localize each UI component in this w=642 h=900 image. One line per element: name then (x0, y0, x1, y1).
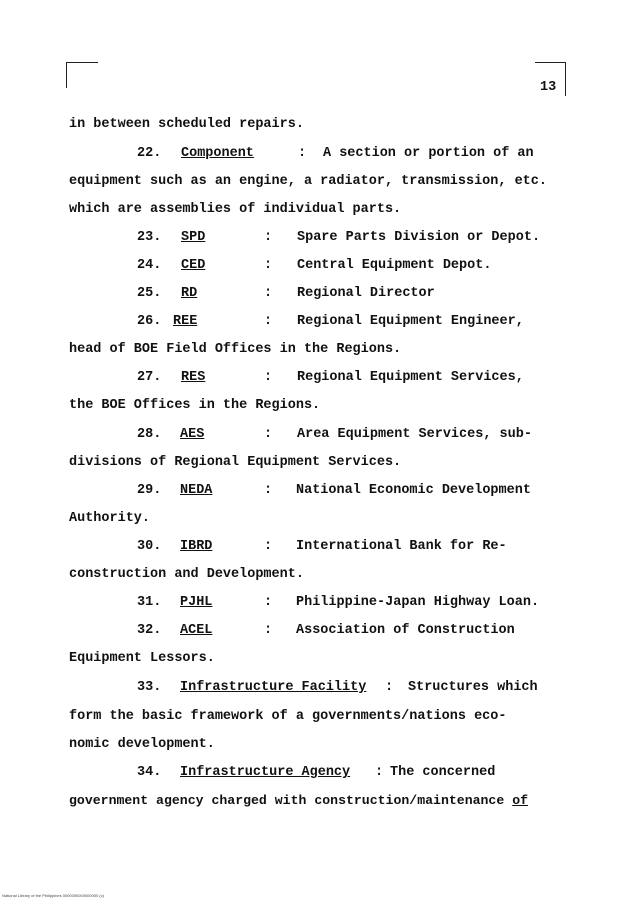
term: CED (181, 258, 206, 273)
definition: Spare Parts Division or Depot. (297, 230, 541, 245)
term: Infrastructure Agency (180, 765, 351, 780)
text-line: construction and Development. (69, 567, 304, 582)
text-line: nomic development. (69, 737, 215, 752)
text-line (69, 793, 528, 808)
item-number: 25. (137, 286, 162, 301)
term: Component (181, 146, 254, 161)
definition: International Bank for Re- (296, 539, 507, 554)
item-number: 34. (137, 765, 162, 780)
text-line: which are assemblies of individual parts. (69, 202, 402, 217)
text-line: Authority. (69, 511, 151, 526)
definition: Structures which (408, 680, 538, 695)
text-line: equipment such as an engine, a radiator, transmission, etc. (69, 174, 547, 189)
definition: Regional Director (297, 286, 435, 301)
term: SPD (181, 230, 206, 245)
colon: : (264, 230, 273, 245)
colon: : (375, 765, 384, 780)
term: PJHL (180, 595, 213, 610)
term: NEDA (180, 483, 213, 498)
term: IBRD (180, 539, 213, 554)
colon: : (264, 483, 273, 498)
text-line: head of BOE Field Offices in the Regions. (69, 342, 402, 357)
text-line: in between scheduled repairs. (69, 117, 304, 132)
definition: National Economic Development (296, 483, 531, 498)
item-number: 33. (137, 680, 162, 695)
colon: : (264, 595, 273, 610)
term: REE (173, 314, 198, 329)
item-number: 26. (137, 314, 162, 329)
corner-mark-top-left-vertical (66, 62, 67, 88)
colon: : (264, 370, 273, 385)
item-number: 24. (137, 258, 162, 273)
text-line: the BOE Offices in the Regions. (69, 398, 321, 413)
definition: A section or portion of an (323, 146, 534, 161)
text-line: form the basic framework of a governments/nations eco- (69, 709, 507, 724)
colon: : (264, 314, 273, 329)
definition: Regional Equipment Services, (297, 370, 524, 385)
definition: Area Equipment Services, sub- (297, 427, 532, 442)
colon: : (264, 258, 273, 273)
item-number: 22. (137, 146, 162, 161)
colon: : (298, 146, 307, 161)
colon: : (264, 539, 273, 554)
item-number: 30. (137, 539, 162, 554)
text-line: divisions of Regional Equipment Services. (69, 455, 402, 470)
text-line-part: government agency charged with construction/maintenance (69, 793, 513, 808)
definition: Central Equipment Depot. (297, 258, 492, 273)
page-number: 13 (540, 80, 557, 95)
definition: Association of Construction (296, 623, 515, 638)
colon: : (385, 680, 394, 695)
item-number: 23. (137, 230, 162, 245)
footer-watermark: National Library of the Philippines 0000000000000000 (c) (2, 893, 105, 898)
definition: The concerned (390, 765, 496, 780)
definition: Regional Equipment Engineer, (297, 314, 524, 329)
term: AES (180, 427, 205, 442)
colon: : (264, 286, 273, 301)
term: RES (181, 370, 206, 385)
term: RD (181, 286, 198, 301)
colon: : (264, 623, 273, 638)
item-number: 32. (137, 623, 162, 638)
definition: Philippine-Japan Highway Loan. (296, 595, 540, 610)
corner-mark-top-right (535, 62, 565, 63)
term: Infrastructure Facility (180, 680, 367, 695)
item-number: 27. (137, 370, 162, 385)
colon: : (264, 427, 273, 442)
item-number: 31. (137, 595, 162, 610)
term: ACEL (180, 623, 213, 638)
corner-mark-top-right-vertical (565, 62, 566, 96)
text-line: Equipment Lessors. (69, 651, 215, 666)
item-number: 29. (137, 483, 162, 498)
text-line-part-underlined: of (512, 793, 529, 808)
item-number: 28. (137, 427, 162, 442)
corner-mark-top-left (66, 62, 98, 63)
